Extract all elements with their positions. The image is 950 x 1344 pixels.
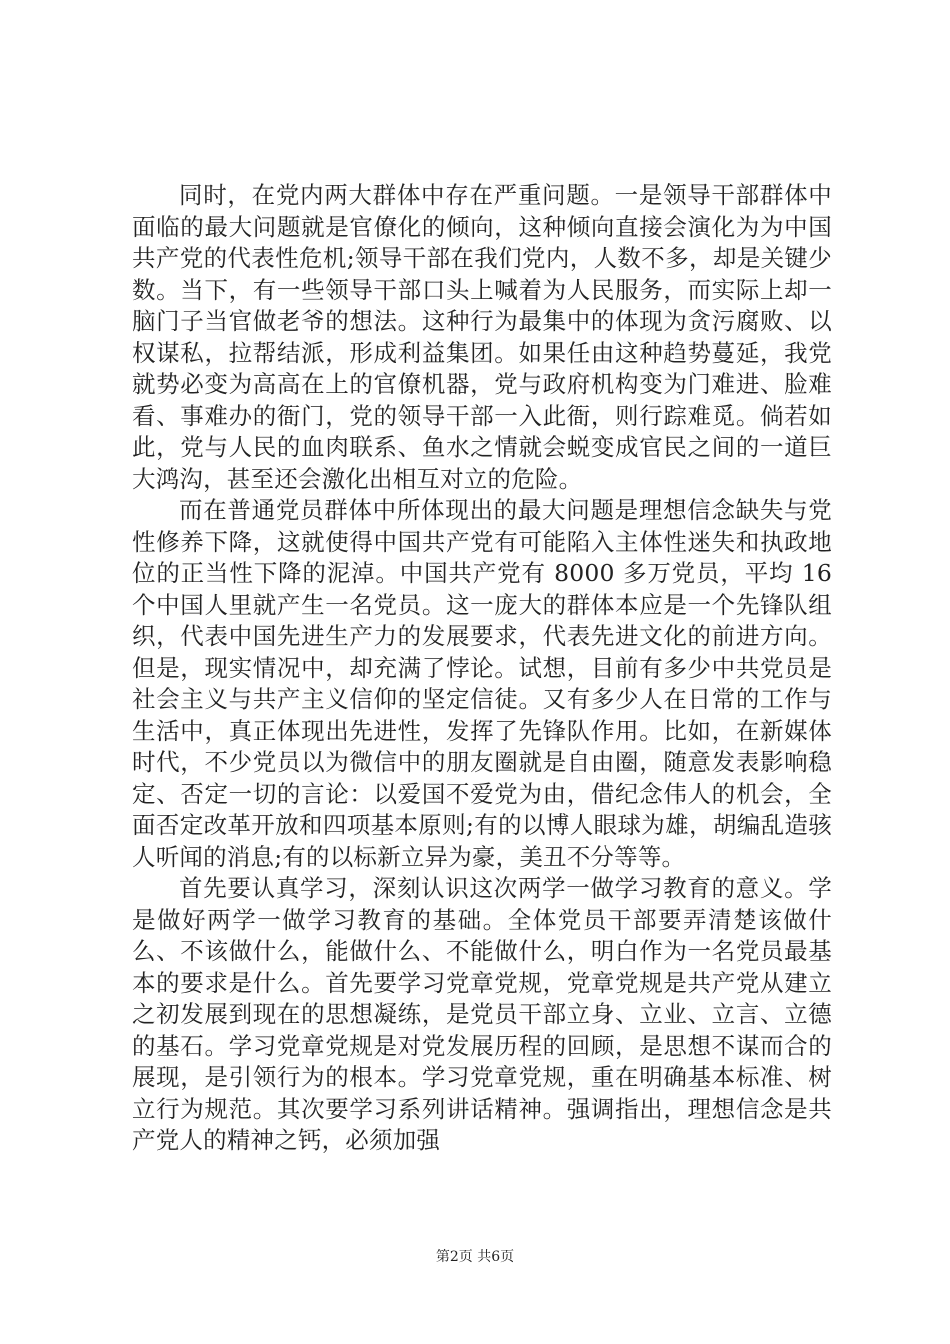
paragraph-1: 同时，在党内两大群体中存在严重问题。一是领导干部群体中面临的最大问题就是官僚化的倾向，这种倾向直接会演化为为中国共产党的代表性危机;领导干部在我们党内，人数不多，却是关键少数。当下，有一些领导干部口头上喊着为人民服务，而实际上却一脑门子当官做老爷的想法。这种行为最集中的体现为贪污腐败、以权谋私，拉帮结派，形成利益集团。如果任由这种趋势蔓延，我党就势必变为高高在上的官僚机器，党与政府机构变为门难进、脸难看、事难办的衙门，党的领导干部一入此衙，则行踪难觅。倘若如此，党与人民的血肉联系、鱼水之情就会蜕变成官民之间的一道巨大鸿沟，甚至还会激化出相互对立的危险。 (132, 181, 832, 493)
document-body (132, 180, 832, 1157)
paragraph-2: 而在普通党员群体中所体现出的最大问题是理想信念缺失与党性修养下降，这就使得中国共产党有可能陷入主体性迷失和执政地位的正当性下降的泥淖。中国共产党有 8000 多万党员，平均 16 个中国人里就产生一名党员。这一庞大的群体本应是一个先锋队组织，代表中国先进生产力的发展要求，代表先进文化的前进方向。但是，现实情况中，却充满了悖论。试想，目前有多少中共党员是社会主义与共产主义信仰的坚定信徒。又有多少人在日常的工作与生活中，真正体现出先进性，发挥了先锋队作用。比如，在新媒体时代，不少党员以为微信中的朋友圈就是自由圈，随意发表影响稳定、否定一切的言论：以爱国不爱党为由，借纪念伟人的机会，全面否定改革开放和四项基本原则;有的以博人眼球为雄，胡编乱造骇人听闻的消息;有的以标新立异为豪，美丑不分等等。 (132, 496, 832, 871)
page-footer: 第2页 共6页 (435, 1249, 515, 1265)
paragraph-3: 首先要认真学习，深刻认识这次两学一做学习教育的意义。学是做好两学一做学习教育的基础。全体党员干部要弄清楚该做什么、不该做什么，能做什么、不能做什么，明白作为一名党员最基本的要求是什么。首先要学习党章党规，党章党规是共产党从建立之初发展到现在的思想凝练，是党员干部立身、立业、立言、立德的基石。学习党章党规是对党发展历程的回顾，是思想不谋而合的展现，是引领行为的根本。学习党章党规，重在明确基本标准、树立行为规范。其次要学习系列讲话精神。强调指出，理想信念是共产党人的精神之钙，必须加强 (132, 874, 832, 1154)
